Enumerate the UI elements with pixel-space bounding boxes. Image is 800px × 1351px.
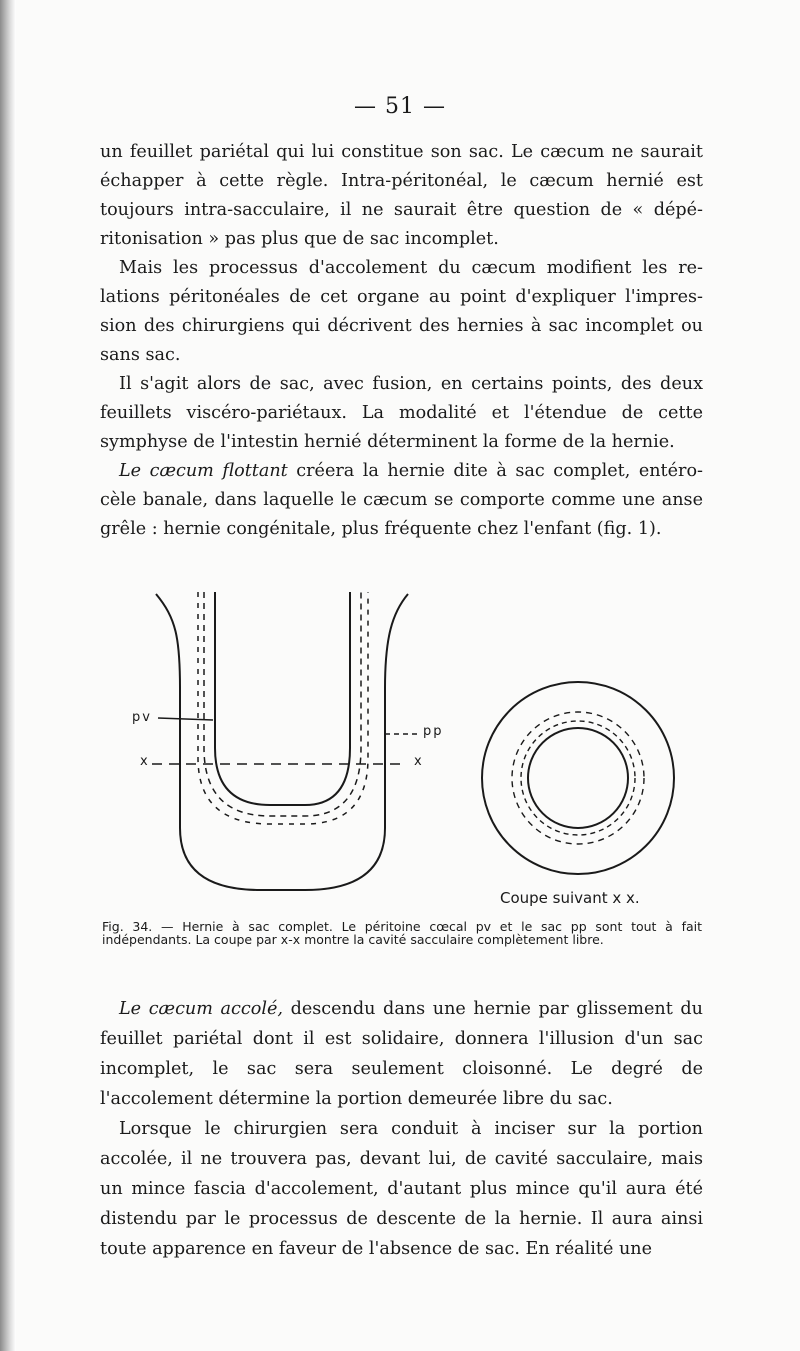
paragraph-6 <box>100 1114 703 1264</box>
text-line: l'accolement détermine la portion demeurée libre du sac. <box>100 1089 613 1109</box>
cross-section-intestine-ring <box>528 728 628 828</box>
cross-section-visceral-ring <box>521 721 635 835</box>
parietal-sac-line <box>198 592 368 824</box>
cross-section-outer-ring <box>482 682 674 874</box>
text-block-top <box>100 138 703 544</box>
text-line: du feuillet pariétal dont il est solidaire, donnera l'illusion d'un <box>100 999 703 1049</box>
figure-34 <box>100 578 710 923</box>
text-line: toujours intra-sacculaire, il ne saurait être question de « dépé- <box>100 200 703 220</box>
text-line: distendu par le processus de descente de la hernie. Il aura ainsi <box>100 1209 703 1229</box>
text-line: ou sans sac. <box>100 316 704 365</box>
text-line: descendu dans une hernie par glissement <box>282 999 673 1019</box>
text-line: Lorsque le chirurgien sera conduit à inciser sur la portion <box>119 1119 703 1139</box>
italic-term: Le cæcum accolé, <box>119 999 283 1019</box>
text-line: créera la hernie dite à sac complet, entéro- <box>287 461 703 481</box>
page-number: — 51 — <box>354 94 446 119</box>
text-line: feuillets viscéro-pariétaux. La modalité et l'étendue de cette <box>100 403 703 423</box>
paragraph-4 <box>100 457 703 544</box>
paragraph-3 <box>100 370 703 457</box>
paragraph-5 <box>100 994 703 1114</box>
label-x-left: x <box>140 754 150 769</box>
label-pp: pp <box>423 724 444 739</box>
page-edge-shadow <box>0 0 16 1351</box>
intestine-wall-line <box>215 592 350 805</box>
text-line: échapper à cette règle. Intra-péritonéal, le cæcum hernié est <box>100 171 703 191</box>
text-line: un feuillet pariétal qui lui constitue son sac. Le cæcum ne saurait <box>100 142 703 162</box>
paragraph-1 <box>100 138 703 254</box>
text-line: ritonisation » pas plus que de sac incomplet. <box>100 229 499 249</box>
outer-envelope-line <box>156 594 408 890</box>
italic-term: Le cæcum flottant <box>119 461 288 481</box>
hernia-diagram <box>100 578 710 923</box>
text-block-bottom <box>100 994 703 1264</box>
text-line: un mince fascia d'accolement, d'autant plus mince qu'il aura été <box>100 1179 703 1199</box>
text-line: symphyse de l'intestin hernié déterminent la forme de la hernie. <box>100 432 675 452</box>
text-line: sac incomplet, le sac sera seulement cloisonné. Le degré de <box>100 1029 703 1079</box>
label-pv: pv <box>132 710 152 725</box>
visceral-peritoneum-line <box>204 592 361 816</box>
text-line: accolée, il ne trouvera pas, devant lui, de cavité sacculaire, mais <box>100 1149 703 1169</box>
text-line: lations péritonéales de cet organe au point d'expliquer l'impres- <box>100 287 703 307</box>
figure-caption: Fig. 34. — Hernie à sac complet. Le péritoine cœcal pv et le sac pp sont tout à fait indépendants. La coupe par x-x montre la cavité sacculaire complètement libre. <box>102 919 702 947</box>
cross-section-parietal-ring <box>512 712 644 844</box>
text-line: Il s'agit alors de sac, avec fusion, en certains points, des deux <box>119 374 703 394</box>
text-line: Mais les processus d'accolement du cæcum modifient les re- <box>119 258 703 278</box>
text-line: cèle banale, dans laquelle le cæcum se comporte comme une anse <box>100 490 703 510</box>
text-line: toute apparence en faveur de l'absence de sac. En réalité une <box>100 1239 653 1259</box>
text-line: sion des chirurgiens qui décrivent des hernies à sac incomplet <box>100 316 674 336</box>
cross-section-caption: Coupe suivant x x. <box>500 889 640 907</box>
paragraph-2 <box>100 254 703 370</box>
label-x-right: x <box>414 754 424 769</box>
text-line: grêle : hernie congénitale, plus fréquente chez l'enfant (fig. 1). <box>100 519 662 539</box>
